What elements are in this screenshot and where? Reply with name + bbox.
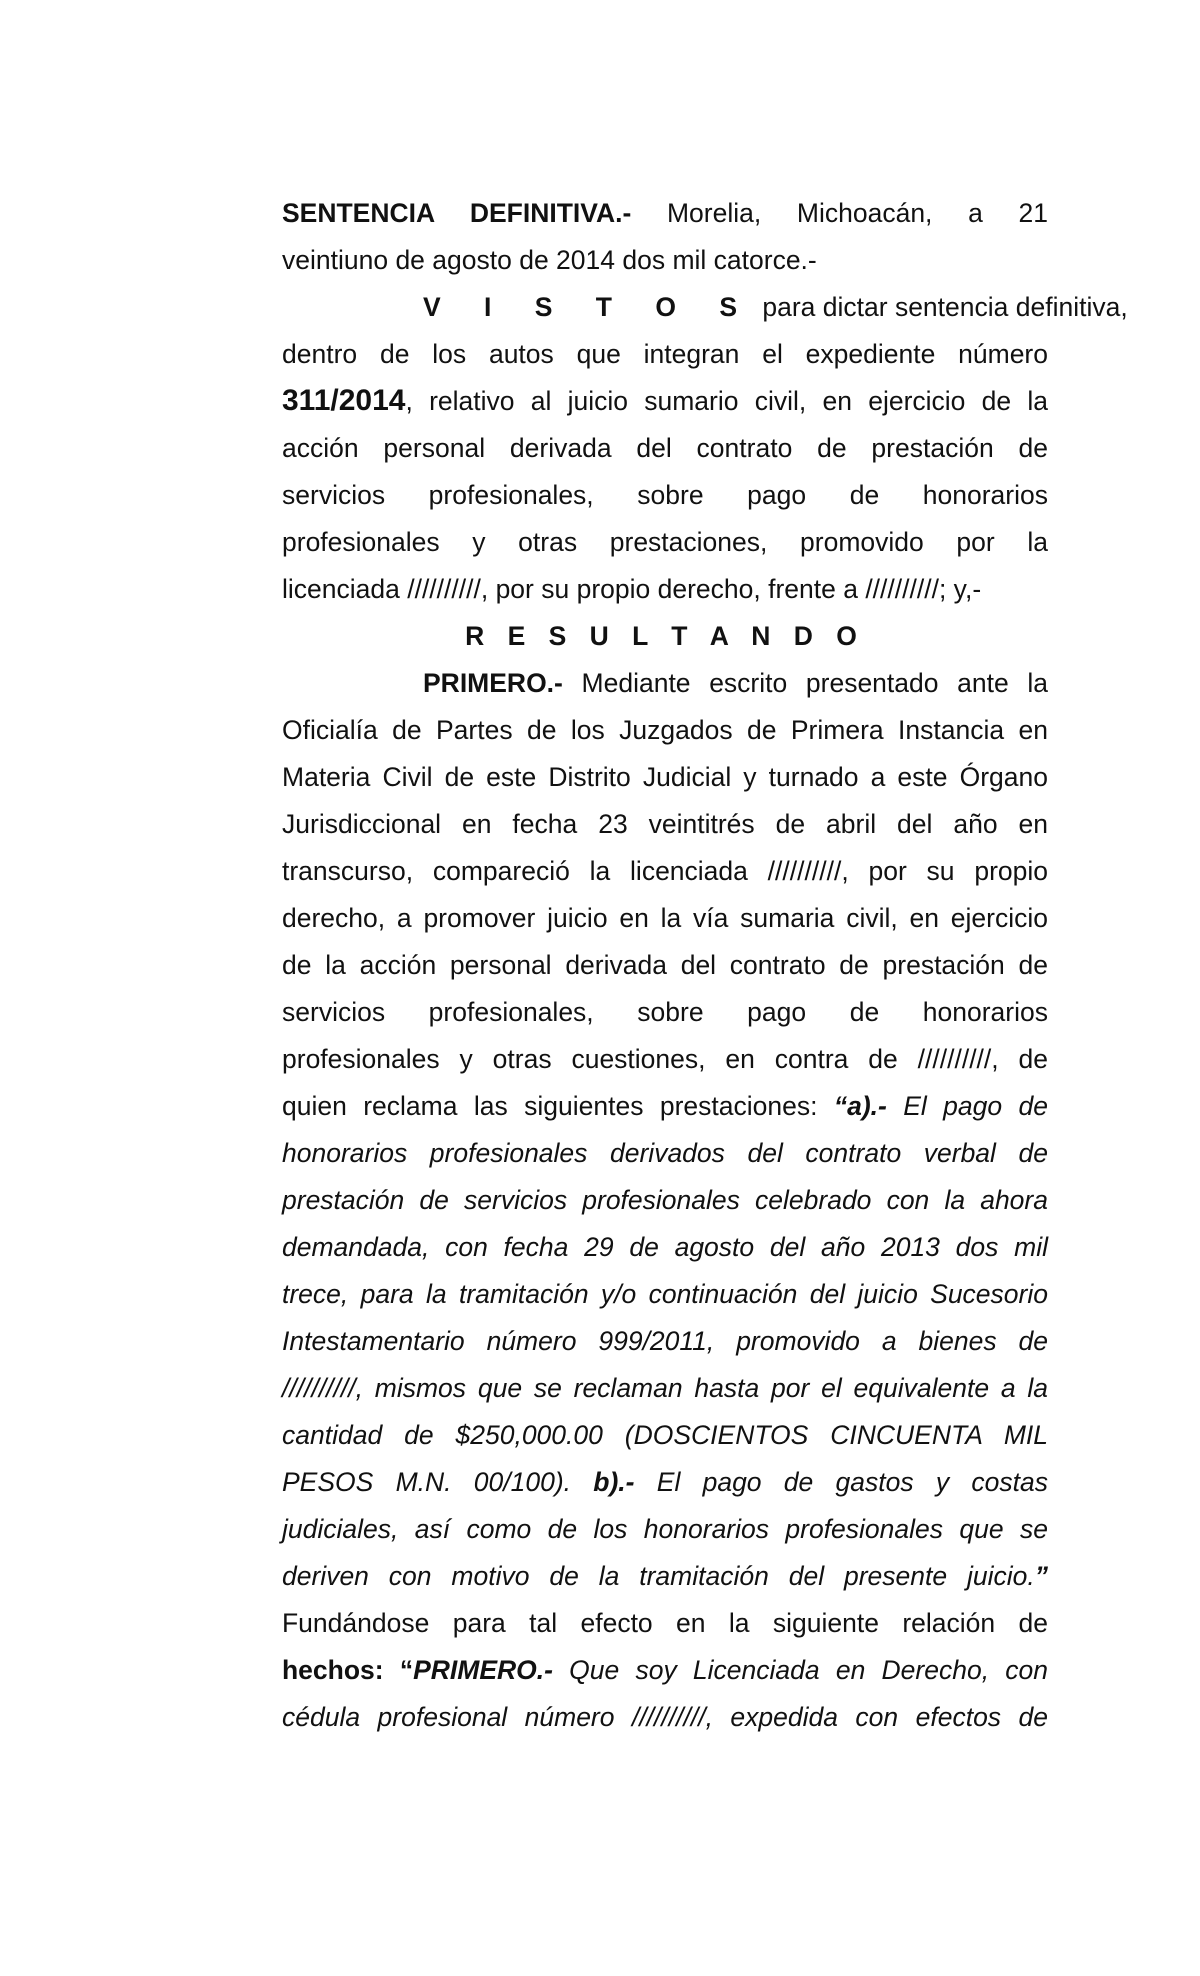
text-run: Materia Civil de este Distrito Judicial y turnado a este Órgano [282,762,1048,792]
text-line [282,1552,1048,1600]
case-number: 311/2014 [282,384,406,417]
text-run: acción personal derivada del contrato de prestación de [282,433,1048,463]
facts-label: hechos: “ [282,1655,414,1685]
text-line [282,330,1048,378]
text-run: El pago de [886,1091,1048,1121]
resultando-line [282,612,1048,660]
text-line [423,283,1128,331]
text-line [282,471,1048,519]
text-run: Morelia, Michoacán, a 21 [631,198,1048,228]
sentence-title: SENTENCIA DEFINITIVA.- [282,198,632,228]
section-label: PRIMERO.- [423,668,563,698]
text-run: Que soy Licenciada en Derecho, con [552,1655,1049,1685]
text-line [282,941,1048,989]
section-label: PRIMERO.- [413,1655,553,1685]
text-run: El pago de gastos y costas [634,1467,1048,1497]
text-run: demandada, con fecha 29 de agosto del año 2013 dos mil [282,1232,1048,1262]
text-run: de la acción personal derivada del contrato de prestación de [282,950,1048,980]
text-run: licenciada //////////, por su propio derecho, frente a //////////; y,- [282,574,982,604]
vistos-heading: V I S T O S [423,292,756,322]
text-line [282,518,1048,566]
text-line [282,1411,1048,1459]
text-run: servicios profesionales, sobre pago de honorarios [282,997,1048,1027]
text-run: profesionales y otras cuestiones, en contra de //////////, de [282,1044,1048,1074]
text-run: , relativo al juicio sumario civil, en ejercicio de la [405,386,1048,416]
text-run: cantidad de $250,000.00 (DOSCIENTOS CINCUENTA MIL [282,1420,1048,1450]
text-line [282,1458,1048,1506]
text-line [282,1223,1048,1271]
text-line [282,565,1048,613]
heading-line [282,189,1048,237]
text-run: dentro de los autos que integran el expediente número [282,339,1048,369]
resultando-heading: R E S U L T A N D O [465,621,865,651]
text-run: Oficialía de Partes de los Juzgados de Primera Instancia en [282,715,1048,745]
text-line [282,1129,1048,1177]
text-line [282,1317,1048,1365]
text-run: veintiuno de agosto de 2014 dos mil catorce.- [282,245,817,275]
item-marker: b).- [571,1467,635,1497]
closing-quote: ” [1034,1561,1048,1591]
text-run: Jurisdiccional en fecha 23 veintitrés de abril del año en [282,809,1048,839]
text-line [282,800,1048,848]
text-run: //////////, mismos que se reclaman hasta por el equivalente a la [282,1373,1048,1403]
text-run: trece, para la tramitación y/o continuación del juicio Sucesorio [282,1279,1048,1309]
text-run: honorarios profesionales derivados del contrato verbal de [282,1138,1048,1168]
text-line [282,1599,1048,1647]
text-run: judiciales, así como de los honorarios profesionales que se [282,1514,1048,1544]
text-run: prestación de servicios profesionales celebrado con la ahora [282,1185,1048,1215]
text-line [282,706,1048,754]
text-line [282,1176,1048,1224]
text-run: cédula profesional número //////////, expedida con efectos de [282,1702,1048,1732]
text-run: quien reclama las siguientes prestaciones: [282,1091,834,1121]
text-run: para dictar sentencia definitiva, [755,292,1128,322]
text-line [282,236,1048,284]
text-run: derecho, a promover juicio en la vía sumaria civil, en ejercicio [282,903,1048,933]
text-run: PESOS M.N. 00/100). [282,1467,572,1497]
text-run: servicios profesionales, sobre pago de honorarios [282,480,1048,510]
text-line [282,1035,1048,1083]
text-line [282,1270,1048,1318]
text-run: Fundándose para tal efecto en la siguiente relación de [282,1608,1048,1638]
text-line [282,1505,1048,1553]
text-line [282,847,1048,895]
text-line [282,1646,1048,1694]
text-run: transcurso, compareció la licenciada //////////, por su propio [282,856,1048,886]
text-run: Intestamentario número 999/2011, promovido a bienes de [282,1326,1048,1356]
text-run: deriven con motivo de la tramitación del presente juicio. [282,1561,1035,1591]
text-run: Mediante escrito presentado ante la [562,668,1048,698]
text-line [282,424,1048,472]
item-marker: “a).- [833,1091,887,1121]
text-line [282,1082,1048,1130]
text-run: profesionales y otras prestaciones, promovido por la [282,527,1048,557]
text-line [423,659,1048,707]
text-line [282,894,1048,942]
text-line [282,753,1048,801]
text-line [282,988,1048,1036]
text-line [282,377,1048,425]
text-line [282,1693,1048,1741]
text-line [282,1364,1048,1412]
